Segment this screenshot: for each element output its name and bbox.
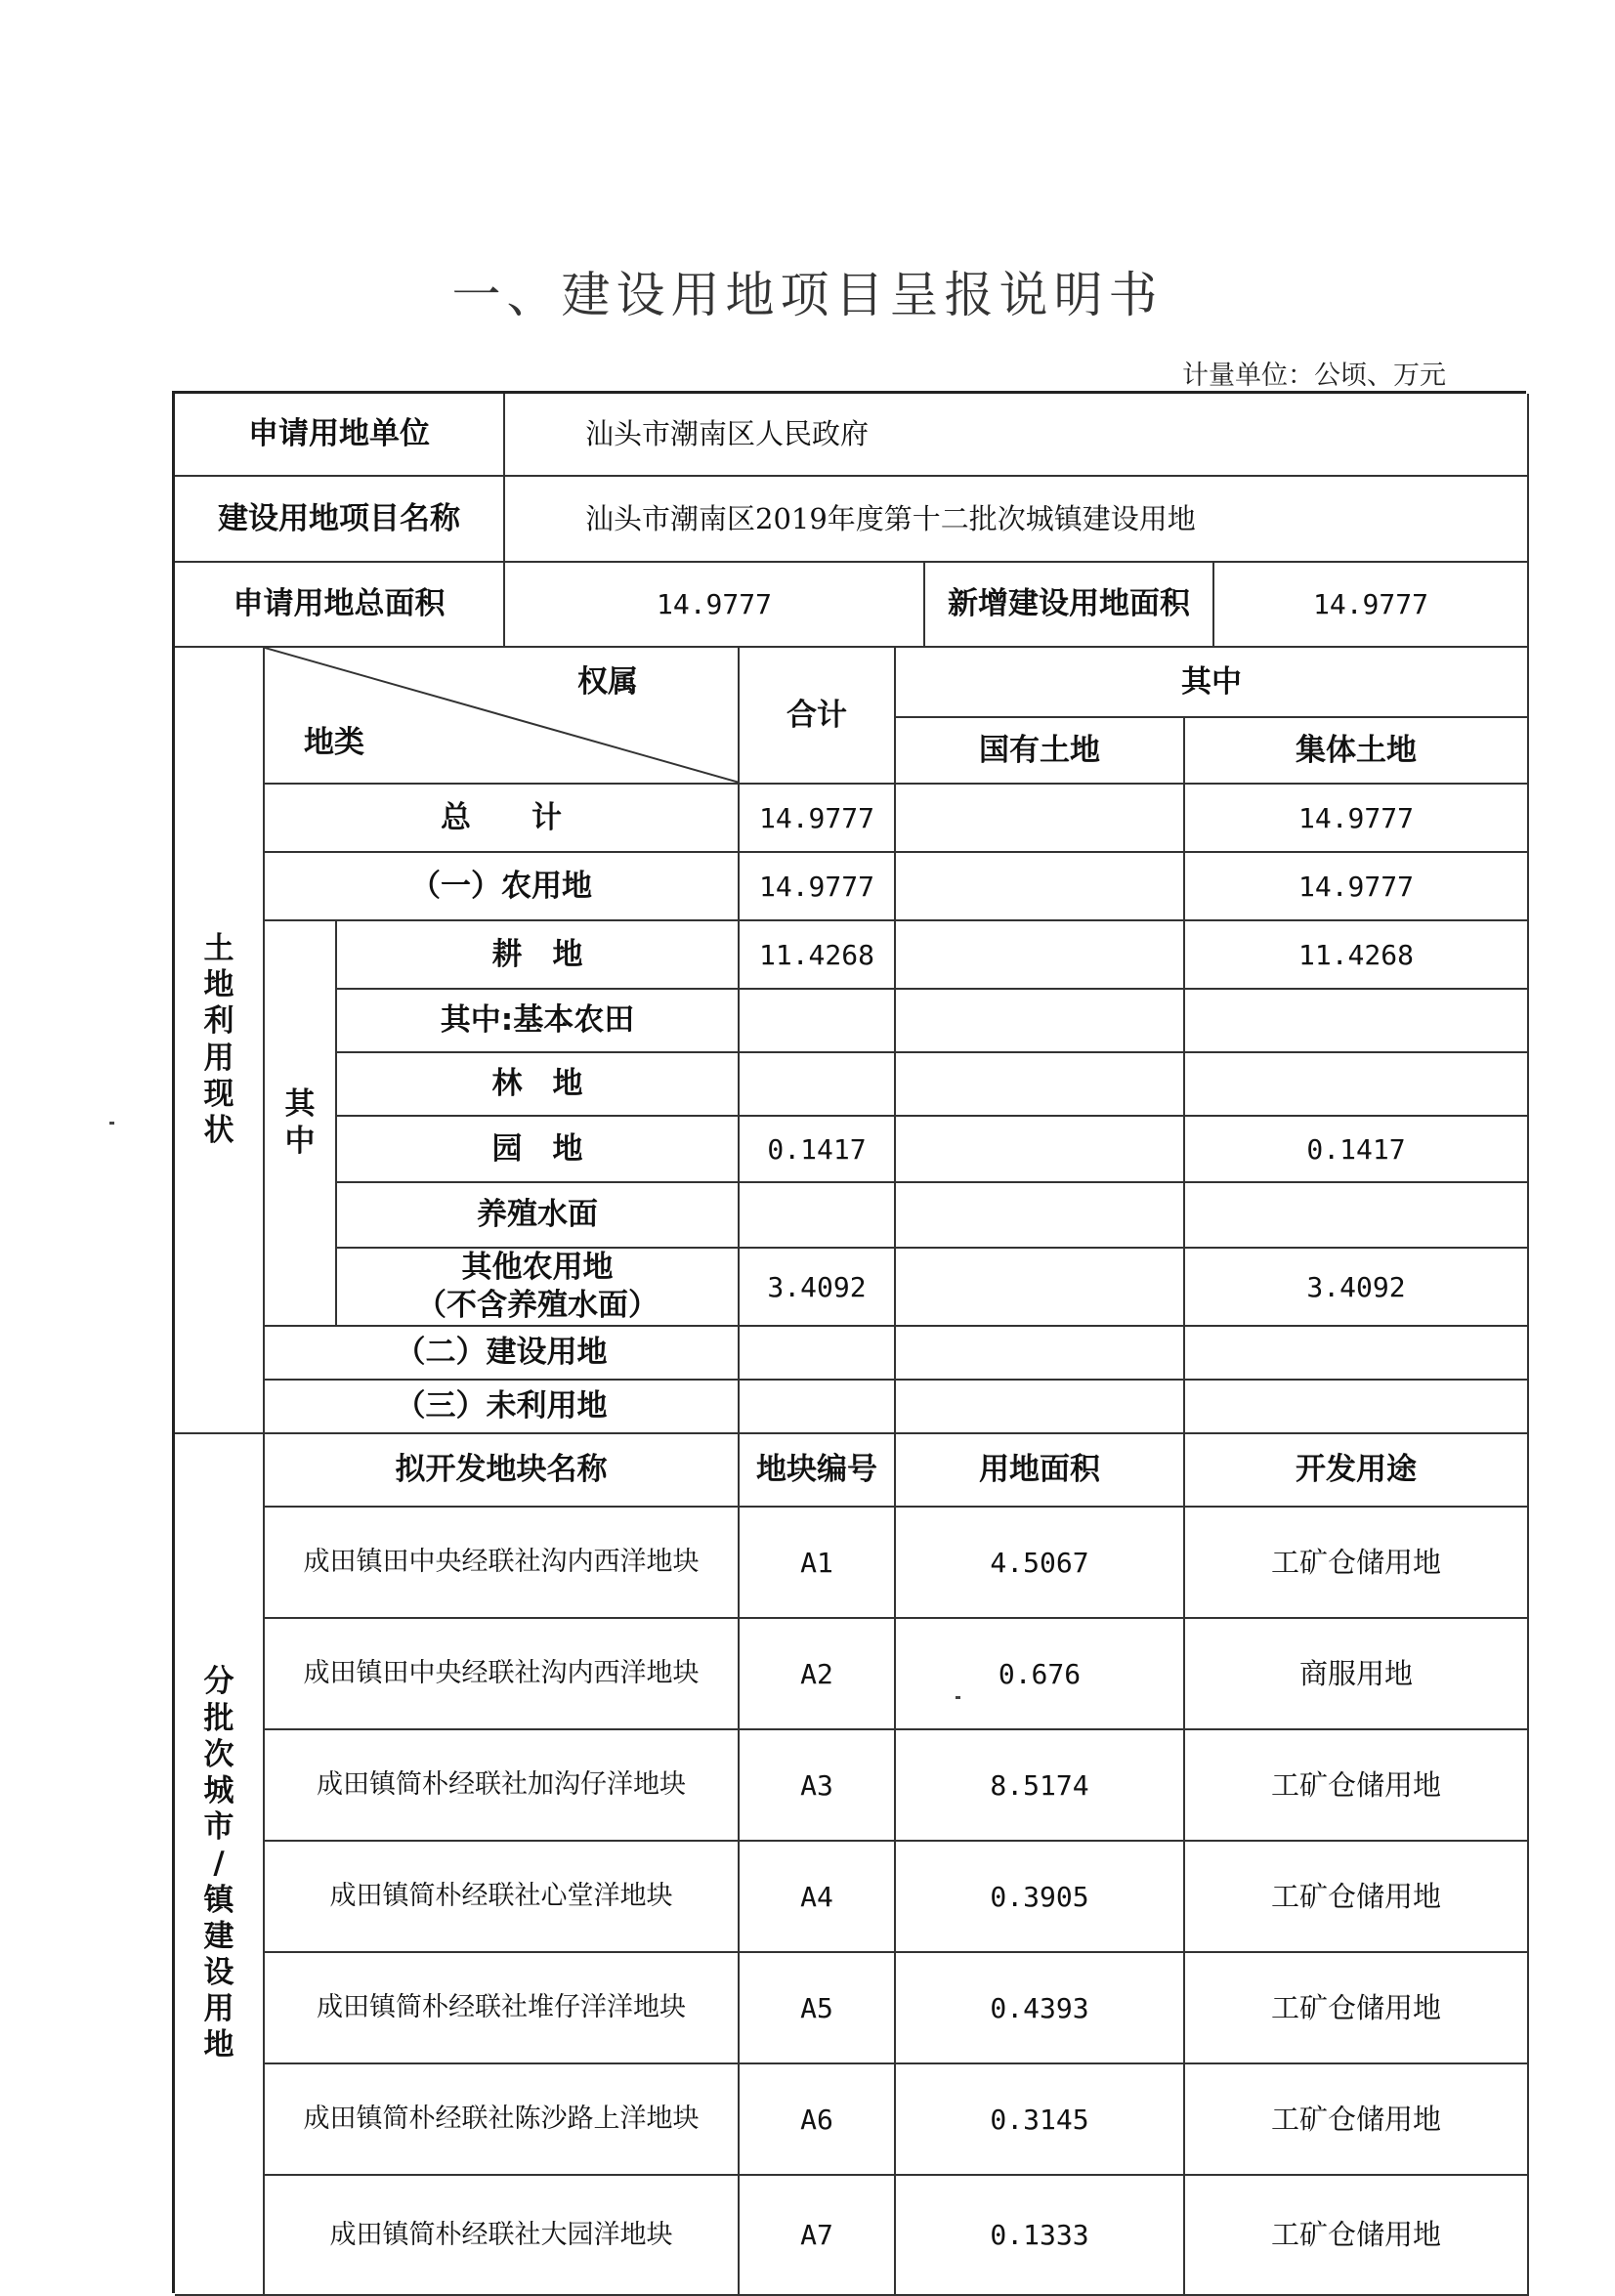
vertical-char: 次 xyxy=(203,1736,234,1772)
parcel-name: 成田镇简朴经联社心堂洋地块 xyxy=(265,1842,740,1953)
land-row-state xyxy=(896,785,1185,853)
land-row-state xyxy=(896,853,1185,921)
land-row-label xyxy=(337,1183,740,1249)
land-row-label xyxy=(337,1053,740,1117)
land-row-label xyxy=(337,921,740,990)
parcel-use: 工矿仓储用地 xyxy=(1185,1508,1529,1619)
land-status-section-label xyxy=(175,648,265,1434)
parcel-name: 成田镇简朴经联社堆仔洋洋地块 xyxy=(265,1953,740,2064)
project-value: 汕头市潮南区2019年度第十二批次城镇建设用地 xyxy=(505,477,1529,563)
parcel-name: 成田镇田中央经联社沟内西洋地块 xyxy=(265,1508,740,1619)
vertical-char: 利 xyxy=(203,1003,234,1040)
land-row-label-text: 总 计 xyxy=(441,799,562,835)
land-row-state xyxy=(896,990,1185,1053)
land-row-state xyxy=(896,1117,1185,1183)
land-row-collective xyxy=(1185,1327,1529,1381)
vertical-char: / xyxy=(213,1846,225,1882)
parcel-name: 成田镇简朴经联社陈沙路上洋地块 xyxy=(265,2064,740,2176)
parcel-id: A7 xyxy=(740,2176,896,2296)
vertical-char: 用 xyxy=(203,1040,234,1076)
land-row-label-text: 林 地 xyxy=(491,1066,583,1102)
parcel-name: 成田镇简朴经联社加沟仔洋地块 xyxy=(265,1730,740,1842)
parcel-id: A2 xyxy=(740,1619,896,1730)
land-row-state xyxy=(896,1053,1185,1117)
parcel-id: A5 xyxy=(740,1953,896,2064)
land-row-collective xyxy=(1185,1381,1529,1434)
col-parcel-name: 拟开发地块名称 xyxy=(265,1434,740,1508)
diagonal-line xyxy=(265,648,740,785)
land-row-label xyxy=(265,1381,740,1434)
land-row-label xyxy=(337,1249,740,1327)
land-row-collective: 3.4092 xyxy=(1185,1249,1529,1327)
land-row-collective: 14.9777 xyxy=(1185,785,1529,853)
applicant-value: 汕头市潮南区人民政府 xyxy=(505,394,1529,477)
scan-speck xyxy=(956,1696,960,1699)
report-table xyxy=(172,391,1526,2293)
parcel-area: 8.5174 xyxy=(896,1730,1185,1842)
vertical-char: 镇 xyxy=(203,1882,234,1918)
land-row-label-text: 园 地 xyxy=(491,1130,583,1167)
parcel-name: 成田镇简朴经联社大园洋地块 xyxy=(265,2176,740,2296)
unit-note: 计量单位：公顷、万元 xyxy=(1182,361,1446,391)
land-row-total: 14.9777 xyxy=(740,853,896,921)
land-row-label-text: （二）建设用地 xyxy=(395,1335,608,1371)
land-row-label xyxy=(265,1327,740,1381)
land-row-total xyxy=(740,1327,896,1381)
col-among: 其中 xyxy=(896,648,1529,718)
vertical-char: 批 xyxy=(203,1700,234,1736)
vertical-char: 城 xyxy=(203,1773,234,1809)
col-parcel-area: 用地面积 xyxy=(896,1434,1185,1508)
parcel-area: 0.3145 xyxy=(896,2064,1185,2176)
parcel-id: A6 xyxy=(740,2064,896,2176)
parcel-use: 工矿仓储用地 xyxy=(1185,2176,1529,2296)
land-row-state xyxy=(896,1381,1185,1434)
applicant-label: 申请用地单位 xyxy=(175,394,505,477)
vertical-char: 市 xyxy=(203,1809,234,1846)
land-row-state xyxy=(896,1249,1185,1327)
col-parcel-id: 地块编号 xyxy=(740,1434,896,1508)
parcel-name: 成田镇田中央经联社沟内西洋地块 xyxy=(265,1619,740,1730)
land-row-total: 0.1417 xyxy=(740,1117,896,1183)
vertical-char: 现 xyxy=(203,1076,234,1112)
land-row-label-text: 耕 地 xyxy=(491,936,583,972)
land-row-state xyxy=(896,921,1185,990)
new-area-label: 新增建设用地面积 xyxy=(925,563,1214,648)
land-row-label-text: （三）未利用地 xyxy=(395,1388,608,1424)
vertical-char: 建 xyxy=(203,1918,234,1954)
col-total: 合计 xyxy=(740,648,896,785)
land-row-state xyxy=(896,1327,1185,1381)
land-row-collective xyxy=(1185,1183,1529,1249)
col-parcel-use: 开发用途 xyxy=(1185,1434,1529,1508)
scan-speck xyxy=(109,1122,114,1125)
parcel-id: A4 xyxy=(740,1842,896,1953)
land-row-collective: 0.1417 xyxy=(1185,1117,1529,1183)
land-row-collective xyxy=(1185,1053,1529,1117)
header-diagonal-cell xyxy=(265,648,740,785)
land-row-state xyxy=(896,1183,1185,1249)
vertical-char: 其 xyxy=(284,1086,316,1123)
total-area-value: 14.9777 xyxy=(505,563,925,648)
parcel-use: 工矿仓储用地 xyxy=(1185,1730,1529,1842)
land-row-total: 3.4092 xyxy=(740,1249,896,1327)
new-area-value: 14.9777 xyxy=(1214,563,1529,648)
parcel-area: 4.5067 xyxy=(896,1508,1185,1619)
land-row-collective: 14.9777 xyxy=(1185,853,1529,921)
vertical-char: 土 xyxy=(203,930,234,966)
total-area-label: 申请用地总面积 xyxy=(175,563,505,648)
parcel-use: 工矿仓储用地 xyxy=(1185,2064,1529,2176)
land-row-label-text: 其他农用地 xyxy=(461,1250,614,1286)
col-collective-land: 集体土地 xyxy=(1185,718,1529,785)
parcel-use: 商服用地 xyxy=(1185,1619,1529,1730)
among-rows-label xyxy=(265,921,337,1327)
land-row-label xyxy=(265,785,740,853)
land-row-total: 11.4268 xyxy=(740,921,896,990)
parcel-area: 0.676 xyxy=(896,1619,1185,1730)
parcel-use: 工矿仓储用地 xyxy=(1185,1842,1529,1953)
land-row-total xyxy=(740,990,896,1053)
land-row-collective: 11.4268 xyxy=(1185,921,1529,990)
land-row-label xyxy=(337,990,740,1053)
parcel-id: A3 xyxy=(740,1730,896,1842)
parcel-area: 0.3905 xyxy=(896,1842,1185,1953)
col-state-land: 国有土地 xyxy=(896,718,1185,785)
vertical-char: 地 xyxy=(203,2027,234,2063)
land-row-label-text: 其中:基本农田 xyxy=(440,1002,635,1039)
vertical-char: 用 xyxy=(203,1991,234,2027)
land-row-total xyxy=(740,1053,896,1117)
vertical-char: 中 xyxy=(284,1123,316,1159)
parcel-area: 0.4393 xyxy=(896,1953,1185,2064)
project-label: 建设用地项目名称 xyxy=(175,477,505,563)
land-row-label xyxy=(337,1117,740,1183)
land-row-total: 14.9777 xyxy=(740,785,896,853)
land-row-total xyxy=(740,1183,896,1249)
diag-landtype-label: 地类 xyxy=(304,725,364,760)
land-row-total xyxy=(740,1381,896,1434)
parcel-area: 0.1333 xyxy=(896,2176,1185,2296)
land-row-label xyxy=(265,853,740,921)
vertical-char: 分 xyxy=(203,1664,234,1700)
parcel-use: 工矿仓储用地 xyxy=(1185,1953,1529,2064)
land-row-label-text: （一）农用地 xyxy=(410,868,592,904)
vertical-char: 状 xyxy=(203,1112,234,1148)
land-row-collective xyxy=(1185,990,1529,1053)
vertical-char: 地 xyxy=(203,967,234,1003)
document-title: 一、建设用地项目呈报说明书 xyxy=(451,267,1164,323)
parcel-id: A1 xyxy=(740,1508,896,1619)
parcels-section-label xyxy=(175,1434,265,2296)
land-row-label-text: 养殖水面 xyxy=(477,1197,598,1233)
land-row-label-sub: （不含养殖水面） xyxy=(416,1288,659,1323)
vertical-char: 设 xyxy=(203,1954,234,1990)
diag-ownership-label: 权属 xyxy=(577,664,638,700)
